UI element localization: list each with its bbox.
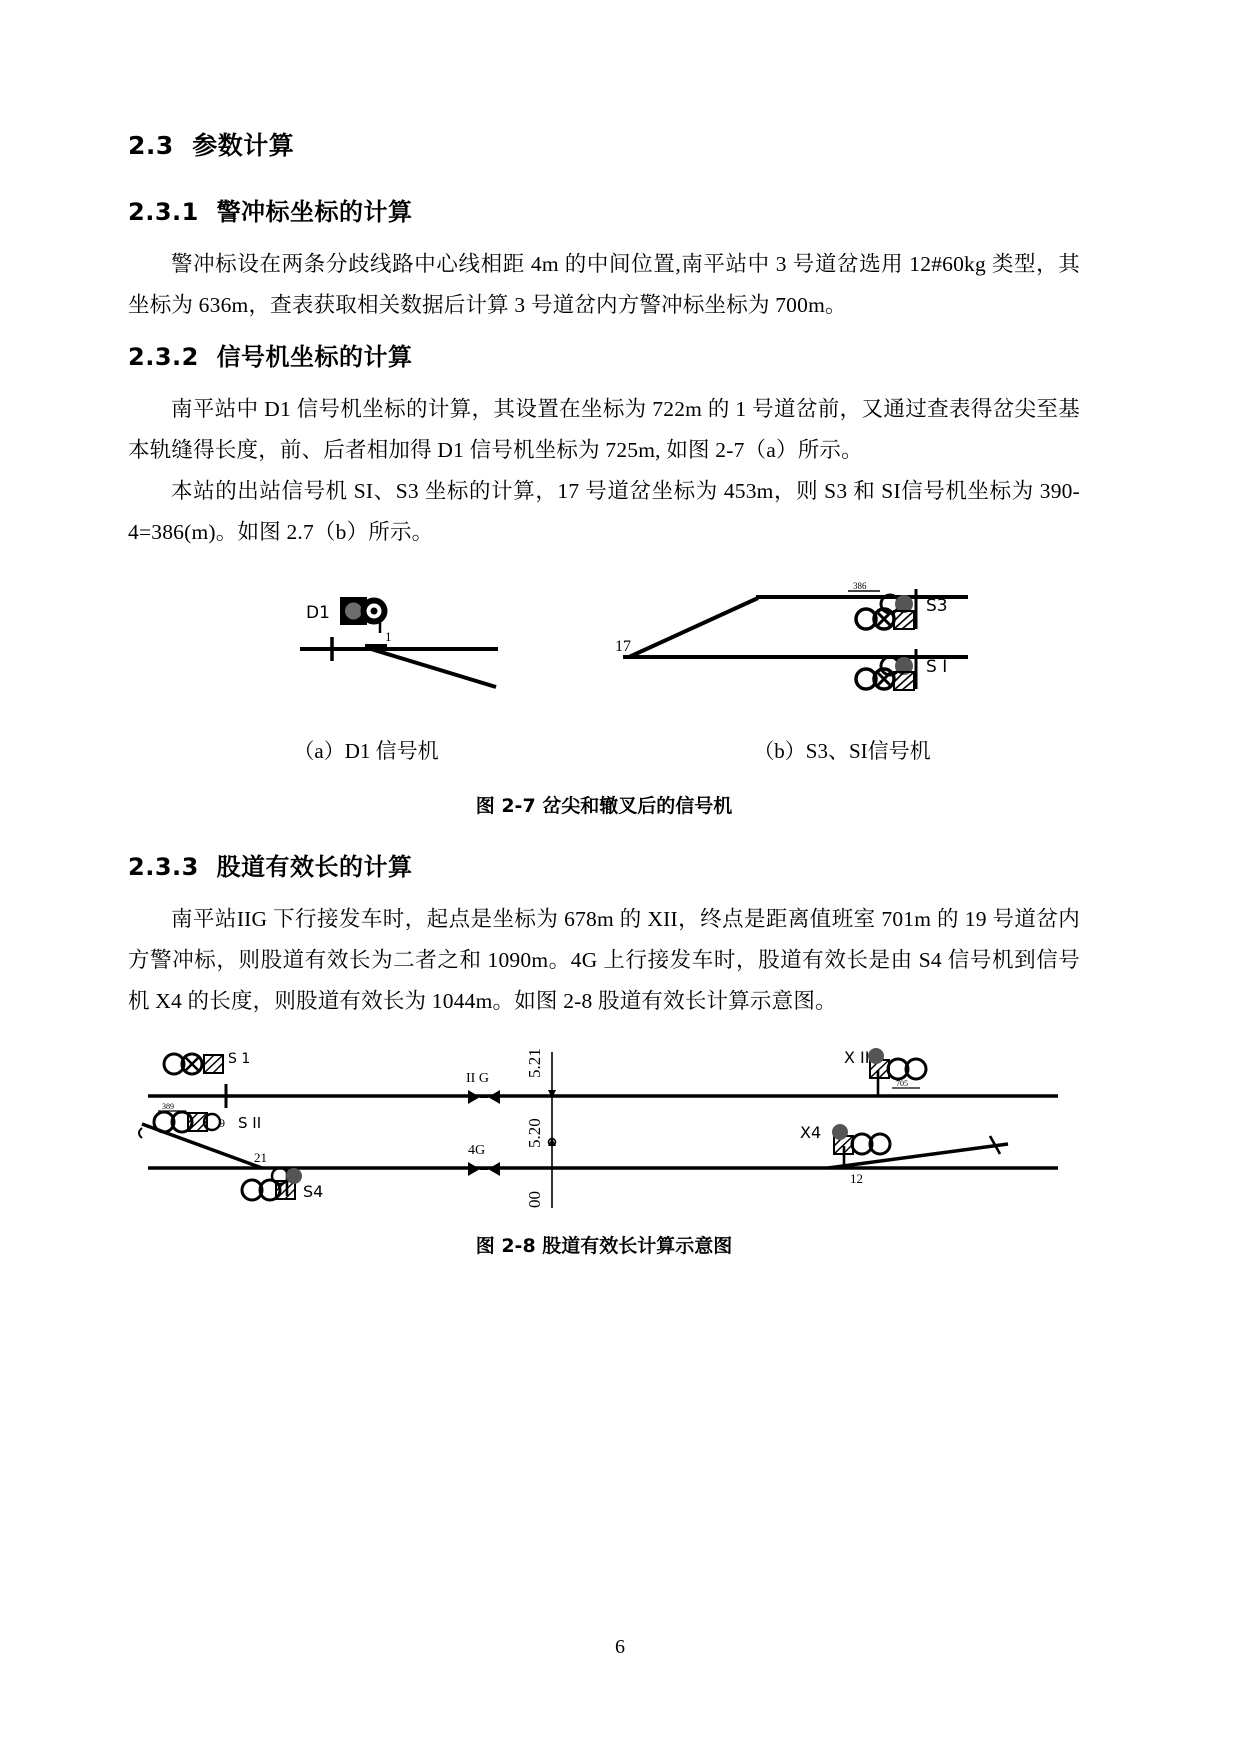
section-number: 2.3 bbox=[128, 131, 174, 160]
figure-2-7-subcaption-b: （b）S3、SI信号机 bbox=[753, 738, 931, 763]
section-number: 2.3.2 bbox=[128, 342, 199, 371]
turnout-right bbox=[828, 1144, 1008, 1168]
label-dim-705: 705 bbox=[896, 1079, 908, 1089]
figure-2-8-caption: 图 2-8 股道有效长计算示意图 bbox=[475, 1235, 733, 1258]
label-switch-17: 17 bbox=[615, 637, 631, 655]
figure-2-7-drawing bbox=[128, 571, 1080, 731]
section-number: 2.3.3 bbox=[128, 852, 199, 881]
section-title: 信号机坐标的计算 bbox=[216, 342, 413, 371]
label-x4: X4 bbox=[800, 1123, 822, 1143]
figure-2-7-caption: 图 2-7 岔尖和辙叉后的信号机 bbox=[475, 794, 733, 817]
paragraph-2-3-2-b: 本站的出站信号机 SI、S3 坐标的计算，17 号道岔坐标为 453m，则 S3 和 SI信号机坐标为 390-4=386(m)。如图 2.7（b）所示。 bbox=[128, 478, 1080, 544]
label-dim-mid: 5.20 bbox=[525, 1118, 544, 1149]
diagram-b-s3-si-signal bbox=[615, 581, 968, 690]
page-number: 6 bbox=[615, 1636, 625, 1658]
label-switch-1: 1 bbox=[385, 628, 392, 644]
label-4g: 4G bbox=[468, 1143, 486, 1159]
section-heading-2-3-1 bbox=[128, 197, 1080, 228]
section-heading-2-3-3 bbox=[128, 852, 1080, 883]
paragraph-2-3-3: 南平站IIG 下行接发车时，起点是坐标为 678m 的 XII，终点是距离值班室 701m 的 19 号道岔内方警冲标，则股道有效长为二者之和 1090m。4G 上行接发车时，股道有效长是由 S4 信号机到信号机 X4 的长度，则股道有效长为 1044m。如图 2-8 股道有效长计算示意图。 bbox=[128, 907, 1080, 1014]
diagram-a-d1-signal bbox=[300, 597, 498, 687]
section-title: 警冲标坐标的计算 bbox=[216, 197, 413, 226]
figure-2-8 bbox=[128, 1036, 1080, 1258]
label-switch-21: 21 bbox=[254, 1150, 267, 1166]
direction-arrows-4g bbox=[468, 1162, 500, 1176]
label-switch-9: 9 bbox=[219, 1116, 225, 1131]
figure-2-8-drawing bbox=[128, 1036, 1080, 1221]
label-dim-389: 389 bbox=[162, 1102, 174, 1112]
signal-icon-s3 bbox=[856, 595, 914, 629]
label-s1: S 1 bbox=[228, 1051, 251, 1068]
label-xii: X II bbox=[844, 1048, 870, 1068]
section-title: 股道有效长的计算 bbox=[216, 852, 413, 881]
figure-2-7-subcaption-a: （a）D1 信号机 bbox=[293, 738, 439, 763]
signal-icon-d1 bbox=[340, 597, 388, 625]
label-s3: S3 bbox=[926, 595, 948, 616]
label-s4: S4 bbox=[303, 1182, 324, 1202]
signal-icon-s4 bbox=[242, 1168, 302, 1200]
label-si: S I bbox=[926, 656, 948, 677]
signal-icon-si bbox=[856, 657, 914, 690]
label-d1: D1 bbox=[306, 602, 330, 623]
section-title: 参数计算 bbox=[192, 131, 295, 160]
label-switch-12: 12 bbox=[850, 1171, 863, 1187]
figure-2-7 bbox=[128, 571, 1080, 818]
label-dim-top: 5.21 bbox=[525, 1048, 544, 1079]
section-heading-2-3-2 bbox=[128, 342, 1080, 373]
section-heading-2-3 bbox=[128, 130, 1080, 163]
label-sii: S II bbox=[238, 1114, 262, 1133]
figure-2-7-subcaptions bbox=[128, 735, 1080, 765]
label-dim-bot: 00 bbox=[525, 1191, 544, 1209]
label-dim-386: 386 bbox=[853, 580, 867, 591]
label-iig: II G bbox=[466, 1071, 489, 1087]
direction-arrows-iig bbox=[468, 1090, 500, 1104]
paragraph-2-3-1: 警冲标设在两条分歧线路中心线相距 4m 的中间位置,南平站中 3 号道岔选用 12#60kg 类型，其坐标为 636m，查表获取相关数据后计算 3 号道岔内方警冲标坐标为 700m。 bbox=[128, 251, 1080, 317]
signal-icon-sii bbox=[154, 1112, 220, 1132]
section-number: 2.3.1 bbox=[128, 197, 199, 226]
paragraph-2-3-2-a: 南平站中 D1 信号机坐标的计算，其设置在坐标为 722m 的 1 号道岔前，又通过查表得岔尖至基本轨缝得长度，前、后者相加得 D1 信号机坐标为 725m, 如图 2-7（a）所示。 bbox=[128, 396, 1080, 462]
signal-icon-s1 bbox=[164, 1054, 223, 1074]
signal-icon-x4 bbox=[832, 1124, 890, 1154]
